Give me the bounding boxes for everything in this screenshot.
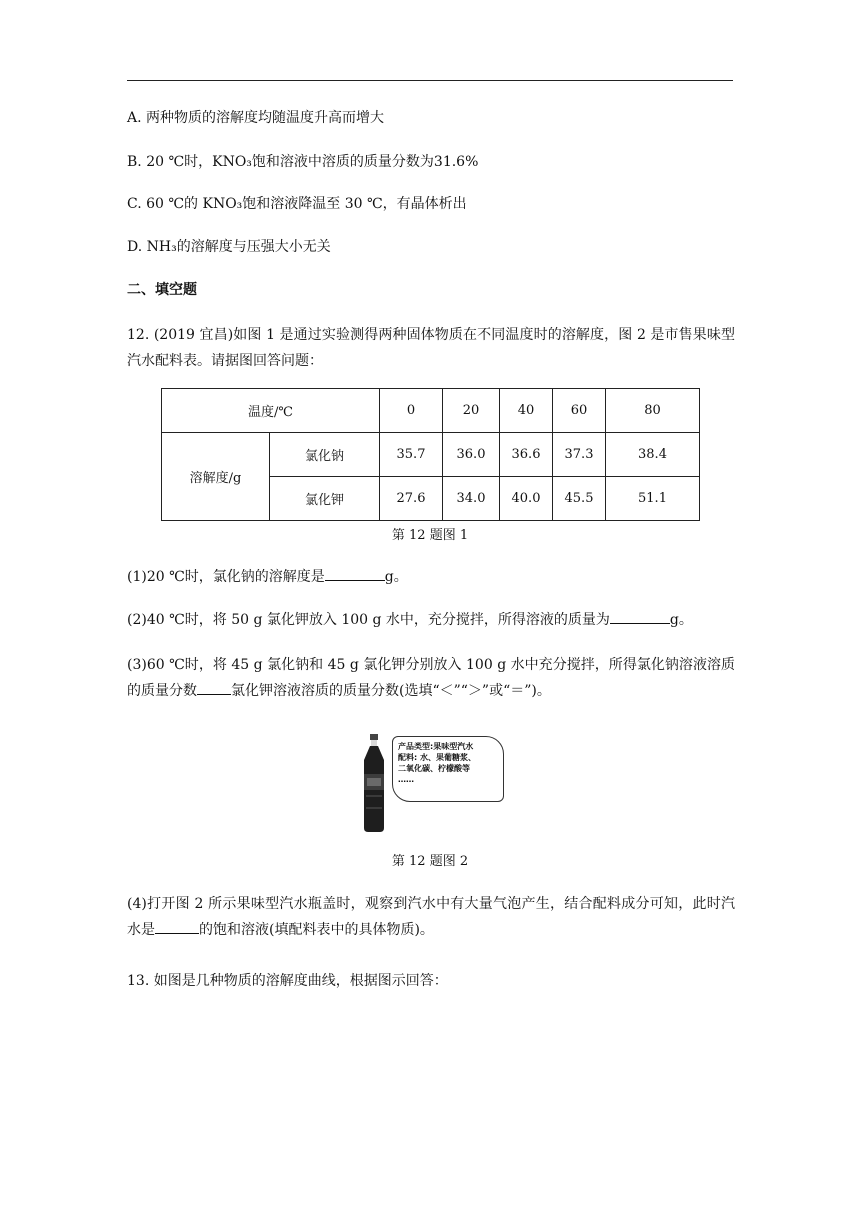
solubility-table <box>161 388 700 521</box>
value-cell: 51.1 <box>606 477 700 521</box>
ingredient-label <box>392 736 504 802</box>
value-cell: 38.4 <box>606 433 700 477</box>
temp-cell: 60 <box>553 389 606 433</box>
temp-cell: 20 <box>443 389 500 433</box>
answer-blank <box>610 609 670 624</box>
q12-part3-text: (3)60 ℃时，将 45 g 氯化钠和 45 g 氯化钾分别放入 100 g 水中充分搅拌，所得氯化钠溶液溶质的质量分数 <box>127 657 735 699</box>
label-line: 产品类型:果味型汽水 <box>398 742 474 751</box>
solubility-label: 溶解度/g <box>162 433 270 521</box>
q12-intro: 12. (2019 宜昌)如图 1 是通过实验测得两种固体物质在不同温度时的溶解度，图 2 是市售果味型汽水配料表。请据图回答问题： <box>127 327 735 369</box>
value-cell: 35.7 <box>380 433 443 477</box>
soda-figure <box>358 730 508 830</box>
label-line: …… <box>398 775 414 784</box>
option-b: B. 20 ℃时，KNO₃饱和溶液中溶质的质量分数为31.6% <box>127 154 479 170</box>
header-rule <box>127 80 733 81</box>
temp-cell: 40 <box>500 389 553 433</box>
figure1-caption: 第 12 题图 1 <box>391 528 469 543</box>
q12-part4 <box>127 891 735 943</box>
temp-cell: 80 <box>606 389 700 433</box>
value-cell: 36.6 <box>500 433 553 477</box>
q12-part4-text: (4)打开图 2 所示果味型汽水瓶盖时，观察到汽水中有大量气泡产生，结合配料成分可知，此时汽水是 <box>127 896 735 938</box>
q12-part1 <box>127 566 408 587</box>
value-cell: 45.5 <box>553 477 606 521</box>
substance-name: 氯化钾 <box>270 477 380 521</box>
option-c: C. 60 ℃的 KNO₃饱和溶液降温至 30 ℃，有晶体析出 <box>127 196 467 212</box>
answer-blank <box>325 566 385 581</box>
table-row <box>162 389 700 433</box>
value-cell: 40.0 <box>500 477 553 521</box>
q12-part3-tail: 氯化钾溶液溶质的质量分数(选填“＜”“＞”或“＝”)。 <box>231 683 551 699</box>
value-cell: 37.3 <box>553 433 606 477</box>
q12-part2-unit: g。 <box>669 612 693 628</box>
value-cell: 34.0 <box>443 477 500 521</box>
label-line: 二氧化碳、柠檬酸等 <box>398 764 470 773</box>
value-cell: 27.6 <box>380 477 443 521</box>
q12-part2-text: (2)40 ℃时，将 50 g 氯化钾放入 100 g 水中，充分搅拌，所得溶液的质量为 <box>127 612 610 628</box>
temperature-header: 温度/℃ <box>162 389 380 433</box>
figure2-caption: 第 12 题图 2 <box>391 854 469 869</box>
soda-bottle-image <box>360 734 388 832</box>
substance-name: 氯化钠 <box>270 433 380 477</box>
option-a: A. 两种物质的溶解度均随温度升高而增大 <box>127 110 385 126</box>
q12-part2 <box>127 609 693 630</box>
q12-part4-tail: 的饱和溶液(填配料表中的具体物质)。 <box>199 922 434 938</box>
q13-intro: 13. 如图是几种物质的溶解度曲线，根据图示回答： <box>127 973 448 989</box>
option-d: D. NH₃的溶解度与压强大小无关 <box>127 239 331 255</box>
label-line: 配料: 水、果葡糖浆、 <box>398 753 476 762</box>
q12-part1-unit: g。 <box>384 569 408 585</box>
temp-cell: 0 <box>380 389 443 433</box>
answer-blank <box>155 919 199 934</box>
q12-part3 <box>127 652 735 704</box>
section-title: 二、填空题 <box>127 282 197 298</box>
value-cell: 36.0 <box>443 433 500 477</box>
answer-blank <box>197 680 231 695</box>
q12-part1-text: (1)20 ℃时，氯化钠的溶解度是 <box>127 569 325 585</box>
table-row <box>162 433 700 477</box>
